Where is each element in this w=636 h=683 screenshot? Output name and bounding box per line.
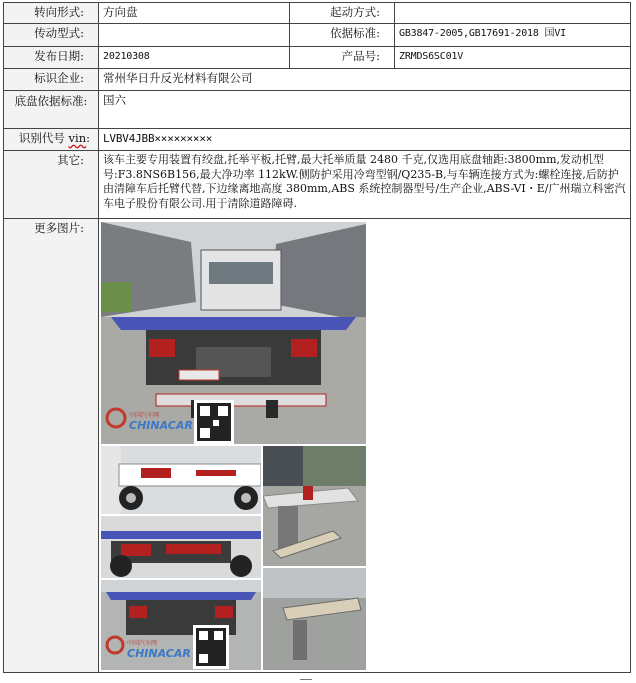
transmission-value	[99, 24, 290, 47]
truck-rear-photo	[101, 222, 366, 444]
release-date-value: 20210308	[99, 47, 290, 69]
watermark-sub-1: 中国汽车网	[129, 412, 160, 419]
steering-label: 转向形式:	[4, 3, 99, 24]
page-bottom-mark	[300, 679, 312, 680]
tow-arm-illustration-2	[263, 568, 366, 670]
product-no-label: 产品号:	[290, 47, 395, 69]
truck-rear-photo-2	[101, 580, 261, 670]
standard-label: 依据标准:	[290, 24, 395, 47]
truck-side-illustration	[101, 446, 261, 514]
other-description: 该车主要专用装置有绞盘,托举平板,托臂,最大托举质量 2480 千克,仅选用底盘轴距:3800mm,发动机型号:F3.8NS6B156,最大净功率 112kW.侧防护采用冷弯型钢/Q235-B,与车辆连接方式为:螺栓连接,后防护由清障车后托臂代替,下边缘离地高度 380mm,ABS 系统控制器型号/生产企业,ABS-VI・E/广州瑞立科密汽车电子股份有限公司.用于清除道路障碍.	[99, 151, 631, 219]
truck-side-photo-2	[101, 516, 261, 578]
tow-arm-photo-2	[263, 568, 366, 670]
product-no-value: ZRMDS6SC01V	[395, 47, 631, 69]
chassis-standard-label: 底盘依据标准:	[4, 91, 99, 129]
truck-side-illustration-2	[101, 516, 261, 578]
vin-label-suffix: :	[86, 131, 90, 145]
truck-side-photo	[101, 446, 261, 514]
transmission-label: 传动型式:	[4, 24, 99, 47]
photos-cell	[99, 219, 631, 673]
watermark-brand-1: CHINACAR	[129, 419, 193, 432]
photo-collage	[101, 222, 366, 670]
release-date-label: 发布日期:	[4, 47, 99, 69]
vin-value: LVBV4JBB×××××××××	[99, 129, 631, 151]
spec-table	[3, 2, 631, 673]
chassis-standard-value: 国六	[99, 91, 631, 129]
other-label: 其它:	[4, 151, 99, 219]
vin-label	[4, 129, 99, 151]
start-value	[395, 3, 631, 24]
vin-label-link: vin	[68, 131, 87, 145]
standard-value: GB3847-2005,GB17691-2018 国VI	[395, 24, 631, 47]
steering-value: 方向盘	[99, 3, 290, 24]
tow-arm-illustration	[263, 446, 366, 566]
tow-arm-photo	[263, 446, 366, 566]
watermark-brand-2: CHINACAR	[127, 647, 191, 660]
start-label: 起动方式:	[290, 3, 395, 24]
watermark-sub-2: 中国汽车网	[127, 640, 158, 647]
photos-label: 更多图片:	[4, 219, 99, 673]
company-label: 标识企业:	[4, 69, 99, 91]
company-value: 常州华日升反光材料有限公司	[99, 69, 631, 91]
vin-label-prefix: 识别代号	[18, 131, 69, 145]
